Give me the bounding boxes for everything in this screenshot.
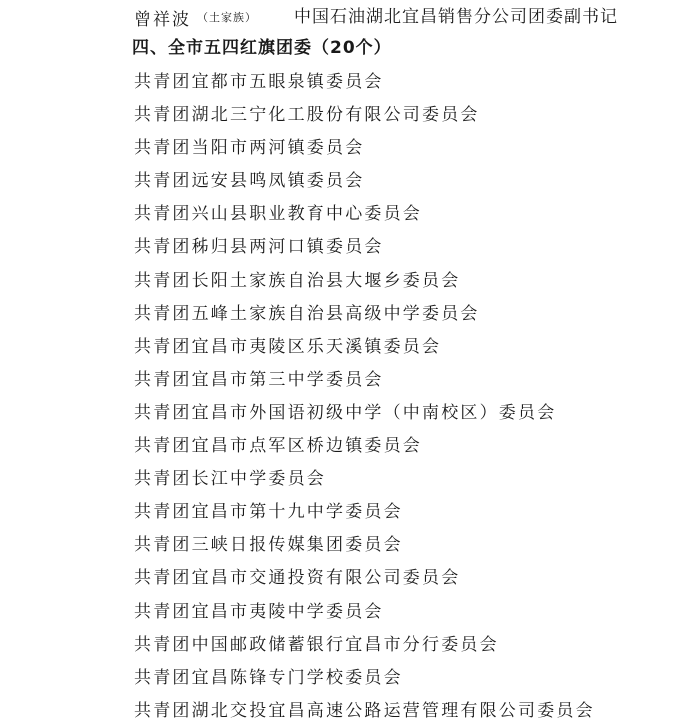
organization-item: 共青团宜都市五眼泉镇委员会 [134,72,384,92]
organization-list [134,66,595,728]
organization-item: 共青团湖北交投宜昌高速公路运营管理有限公司委员会 [134,700,595,721]
organization-item: 共青团远安县鸣凤镇委员会 [134,171,365,192]
organization-item: 共青团兴山县职业教育中心委员会 [134,204,422,225]
organization-item: 共青团长阳土家族自治县大堰乡委员会 [134,270,461,291]
organization-item: 共青团宜昌市第十九中学委员会 [134,502,403,523]
honoree-name: 曾祥波 [134,9,191,30]
organization-item: 共青团宜昌市夷陵中学委员会 [134,601,384,622]
organization-item: 共青团长江中学委员会 [134,469,326,490]
organization-item: 共青团当阳市两河镇委员会 [134,138,365,159]
organization-item: 共青团三峡日报传媒集团委员会 [134,535,403,556]
honoree-ethnicity: （土家族） [197,11,257,24]
organization-item: 共青团宜昌市第三中学委员会 [134,369,384,390]
honoree-title: 中国石油湖北宜昌销售分公司团委副书记 [294,7,618,27]
organization-item: 共青团五峰土家族自治县高级中学委员会 [134,303,480,324]
organization-item: 共青团宜昌市交通投资有限公司委员会 [134,568,461,589]
organization-item: 共青团湖北三宁化工股份有限公司委员会 [134,105,480,126]
organization-item: 共青团秭归县两河口镇委员会 [134,237,384,258]
section-heading: 四、全市五四红旗团委（20个） [132,38,392,58]
organization-item: 共青团宜昌市点军区桥边镇委员会 [134,436,422,457]
organization-item: 共青团宜昌陈锋专门学校委员会 [134,667,403,688]
organization-item: 共青团宜昌市夷陵区乐天溪镇委员会 [134,336,442,357]
organization-item: 共青团中国邮政储蓄银行宜昌市分行委员会 [134,634,499,655]
honoree-entry [134,2,257,32]
organization-item: 共青团宜昌市外国语初级中学（中南校区）委员会 [134,402,557,423]
